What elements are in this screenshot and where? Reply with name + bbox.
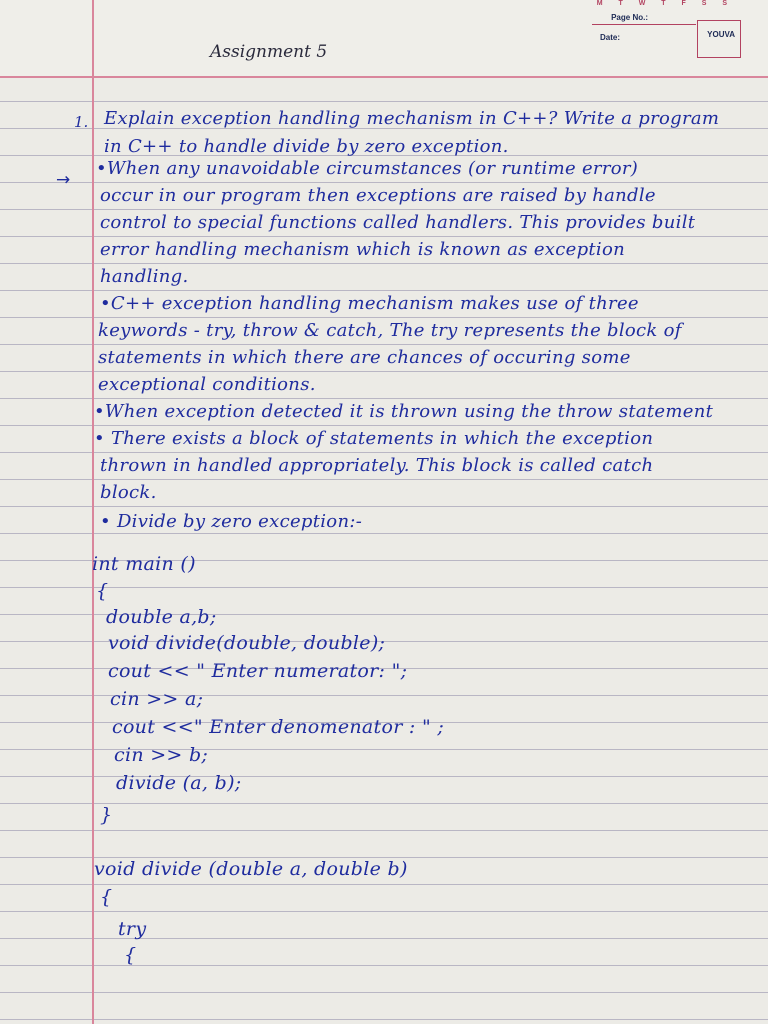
answer-line-7: keywords - try, throw & catch, The try represents the block of <box>98 320 682 341</box>
code-line-13: try <box>118 918 147 940</box>
code-line-5: cout << " Enter numerator: "; <box>108 660 408 682</box>
code-line-11: void divide (double a, double b) <box>94 858 408 880</box>
code-line-9: divide (a, b); <box>116 772 242 794</box>
code-line-6: cin >> a; <box>110 688 204 710</box>
page-info-box <box>590 0 768 58</box>
code-line-14: { <box>124 944 137 966</box>
answer-line-4: error handling mechanism which is known as exception <box>100 239 626 260</box>
header-rule <box>0 76 768 78</box>
code-line-7: cout <<" Enter denomenator : " ; <box>112 716 445 738</box>
answer-line-1: •When any unavoidable circumstances (or runtime error) <box>96 158 639 179</box>
answer-line-5: handling. <box>100 266 189 287</box>
code-line-8: cin >> b; <box>114 744 209 766</box>
answer-line-6: •C++ exception handling mechanism makes use of three <box>100 293 639 314</box>
answer-line-10: •When exception detected it is thrown using the throw statement <box>94 401 714 422</box>
code-line-10: } <box>100 804 113 826</box>
date-label: Date: <box>599 33 620 42</box>
answer-line-2: occur in our program then exceptions are raised by handle <box>100 185 656 206</box>
code-line-12: { <box>100 886 113 908</box>
page-no-label: Page No.: <box>611 13 648 22</box>
arrow-icon: → <box>56 170 71 190</box>
page-title: Assignment 5 <box>210 42 328 62</box>
code-line-2: { <box>96 580 109 602</box>
weekday-letters: M T W T F S S <box>596 0 734 7</box>
answer-line-3: control to special functions called handlers. This provides built <box>100 212 696 233</box>
answer-line-9: exceptional conditions. <box>98 374 316 395</box>
question-line-1: Explain exception handling mechanism in C++? Write a program <box>104 108 720 129</box>
answer-line-13: block. <box>100 482 157 503</box>
code-line-4: void divide(double, double); <box>108 632 386 654</box>
question-number: 1. <box>74 113 89 131</box>
brand-box <box>697 20 741 58</box>
page-no-line <box>592 24 696 25</box>
code-line-1: int main () <box>92 553 196 575</box>
code-line-3: double a,b; <box>106 606 217 628</box>
answer-line-14: • Divide by zero exception:- <box>100 511 363 532</box>
answer-line-8: statements in which there are chances of occuring some <box>98 347 631 368</box>
brand-logo: YOUVA <box>707 30 735 39</box>
answer-line-12: thrown in handled appropriately. This block is called catch <box>100 455 654 476</box>
answer-line-11: • There exists a block of statements in which the exception <box>94 428 654 449</box>
question-line-2: in C++ to handle divide by zero exception. <box>104 136 509 157</box>
